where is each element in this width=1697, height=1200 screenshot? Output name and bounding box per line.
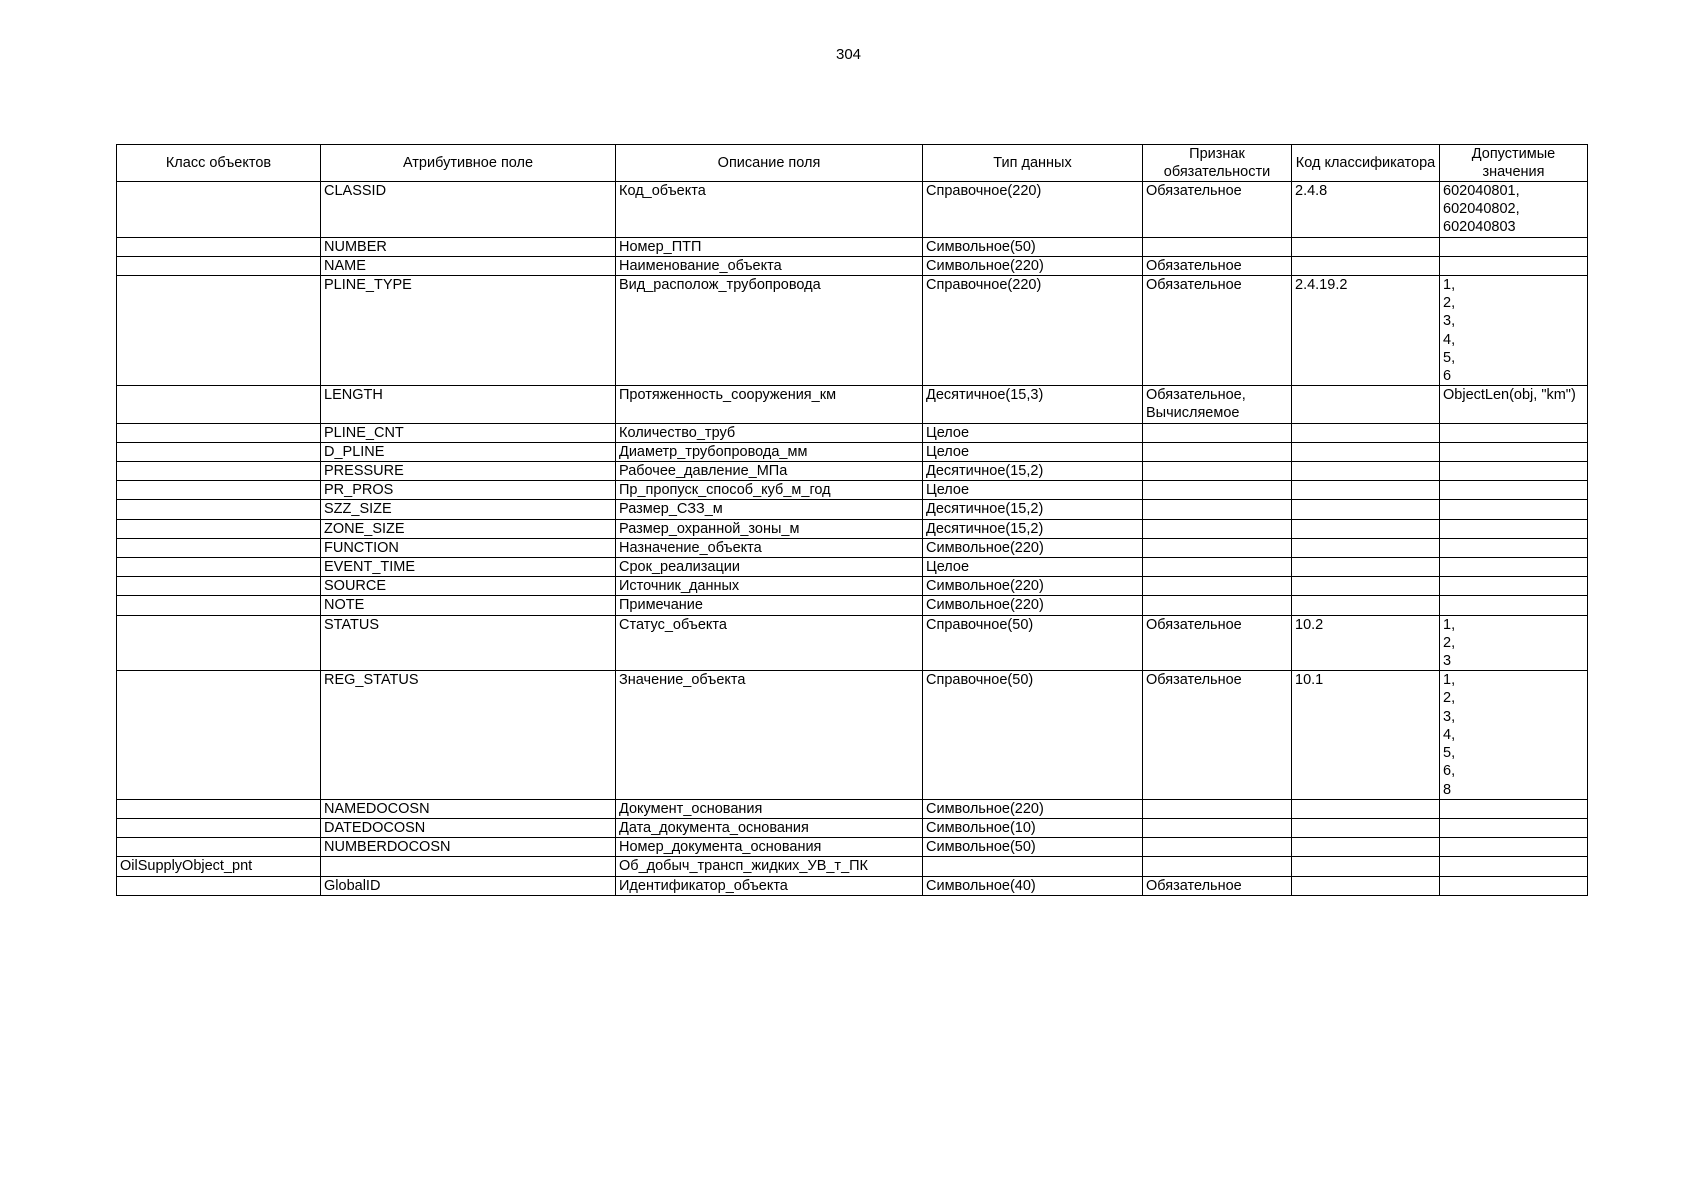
attribute-field-cell: STATUS [321,615,616,671]
field-description-cell: Пр_пропуск_способ_куб_м_год [616,481,923,500]
field-description-cell: Значение_объекта [616,671,923,799]
allowed-values-cell [1440,519,1588,538]
attribute-field-cell: GlobalID [321,876,616,895]
data-type-cell: Десятичное(15,2) [923,500,1143,519]
object-class-cell [117,558,321,577]
object-class-cell: OilSupplyObject_pnt [117,857,321,876]
mandatory-flag-cell [1143,558,1292,577]
data-type-cell: Десятичное(15,2) [923,462,1143,481]
allowed-values-cell [1440,577,1588,596]
allowed-values-cell [1440,237,1588,256]
attribute-field-cell: NUMBER [321,237,616,256]
attribute-field-cell: PRESSURE [321,462,616,481]
field-description-cell: Код_объекта [616,182,923,238]
field-description-cell: Идентификатор_объекта [616,876,923,895]
attribute-field-cell: SZZ_SIZE [321,500,616,519]
mandatory-flag-cell: Обязательное, Вычисляемое [1143,386,1292,423]
mandatory-flag-cell [1143,237,1292,256]
field-description-cell: Статус_объекта [616,615,923,671]
mandatory-flag-cell [1143,423,1292,442]
object-class-cell [117,577,321,596]
mandatory-flag-cell: Обязательное [1143,615,1292,671]
classifier-code-cell [1292,519,1440,538]
header-row [117,145,1588,182]
header-data-type: Тип данных [923,145,1143,182]
field-description-cell: Источник_данных [616,577,923,596]
table-row [117,671,1588,799]
allowed-values-cell: 1, 2, 3, 4, 5, 6, 8 [1440,671,1588,799]
classifier-code-cell [1292,423,1440,442]
classifier-code-cell [1292,577,1440,596]
classifier-code-cell [1292,442,1440,461]
table-row [117,596,1588,615]
attribute-field-cell: SOURCE [321,577,616,596]
table-row [117,386,1588,423]
classifier-code-cell: 10.2 [1292,615,1440,671]
object-class-cell [117,276,321,386]
attribute-field-cell: NAMEDOCOSN [321,799,616,818]
data-type-cell: Символьное(50) [923,838,1143,857]
classifier-code-cell [1292,538,1440,557]
mandatory-flag-cell [1143,799,1292,818]
attribute-table [116,144,1588,896]
table-row [117,538,1588,557]
classifier-code-cell [1292,876,1440,895]
header-mandatory-flag: Признак обязательности [1143,145,1292,182]
mandatory-flag-cell [1143,481,1292,500]
object-class-cell [117,876,321,895]
attribute-field-cell: PLINE_TYPE [321,276,616,386]
table-row [117,481,1588,500]
data-type-cell: Символьное(220) [923,577,1143,596]
field-description-cell: Наименование_объекта [616,256,923,275]
field-description-cell: Размер_охранной_зоны_м [616,519,923,538]
classifier-code-cell [1292,500,1440,519]
mandatory-flag-cell: Обязательное [1143,182,1292,238]
data-type-cell: Справочное(50) [923,615,1143,671]
attribute-field-cell: NUMBERDOCOSN [321,838,616,857]
field-description-cell: Документ_основания [616,799,923,818]
allowed-values-cell [1440,857,1588,876]
attribute-field-cell: REG_STATUS [321,671,616,799]
object-class-cell [117,538,321,557]
data-type-cell: Целое [923,558,1143,577]
classifier-code-cell [1292,462,1440,481]
table-row [117,276,1588,386]
table-row [117,876,1588,895]
object-class-cell [117,615,321,671]
table-row [117,237,1588,256]
allowed-values-cell [1440,818,1588,837]
mandatory-flag-cell: Обязательное [1143,276,1292,386]
table-row [117,857,1588,876]
classifier-code-cell: 2.4.19.2 [1292,276,1440,386]
header-object-class: Класс объектов [117,145,321,182]
table-row [117,423,1588,442]
classifier-code-cell: 2.4.8 [1292,182,1440,238]
attribute-field-cell: FUNCTION [321,538,616,557]
mandatory-flag-cell [1143,596,1292,615]
object-class-cell [117,481,321,500]
classifier-code-cell [1292,237,1440,256]
object-class-cell [117,596,321,615]
data-type-cell: Символьное(220) [923,256,1143,275]
table-row [117,182,1588,238]
object-class-cell [117,182,321,238]
data-type-cell: Целое [923,423,1143,442]
allowed-values-cell [1440,442,1588,461]
field-description-cell: Вид_располож_трубопровода [616,276,923,386]
table-row [117,577,1588,596]
table-row [117,462,1588,481]
mandatory-flag-cell [1143,538,1292,557]
field-description-cell: Срок_реализации [616,558,923,577]
classifier-code-cell [1292,596,1440,615]
attribute-field-cell: NOTE [321,596,616,615]
data-type-cell: Символьное(40) [923,876,1143,895]
data-type-cell: Символьное(220) [923,538,1143,557]
allowed-values-cell [1440,256,1588,275]
table-row [117,442,1588,461]
table-row [117,799,1588,818]
attribute-field-cell: CLASSID [321,182,616,238]
allowed-values-cell: ObjectLen(obj, "km") [1440,386,1588,423]
table-row [117,615,1588,671]
classifier-code-cell [1292,799,1440,818]
data-type-cell: Десятичное(15,2) [923,519,1143,538]
header-allowed-values: Допустимые значения [1440,145,1588,182]
field-description-cell: Количество_труб [616,423,923,442]
mandatory-flag-cell: Обязательное [1143,256,1292,275]
data-type-cell: Справочное(220) [923,182,1143,238]
data-type-cell: Символьное(50) [923,237,1143,256]
classifier-code-cell [1292,818,1440,837]
data-type-cell: Десятичное(15,3) [923,386,1143,423]
mandatory-flag-cell [1143,442,1292,461]
field-description-cell: Дата_документа_основания [616,818,923,837]
mandatory-flag-cell [1143,838,1292,857]
object-class-cell [117,462,321,481]
data-type-cell: Символьное(10) [923,818,1143,837]
field-description-cell: Протяженность_сооружения_км [616,386,923,423]
attribute-field-cell: NAME [321,256,616,275]
table-row [117,519,1588,538]
allowed-values-cell [1440,500,1588,519]
object-class-cell [117,838,321,857]
classifier-code-cell [1292,838,1440,857]
allowed-values-cell [1440,876,1588,895]
mandatory-flag-cell [1143,577,1292,596]
mandatory-flag-cell [1143,818,1292,837]
classifier-code-cell [1292,386,1440,423]
object-class-cell [117,500,321,519]
classifier-code-cell [1292,256,1440,275]
page-number: 304 [835,46,862,63]
table-row [117,818,1588,837]
object-class-cell [117,671,321,799]
table-row [117,838,1588,857]
attribute-field-cell: D_PLINE [321,442,616,461]
data-type-cell [923,857,1143,876]
field-description-cell: Диаметр_трубопровода_мм [616,442,923,461]
attribute-field-cell: EVENT_TIME [321,558,616,577]
allowed-values-cell: 1, 2, 3 [1440,615,1588,671]
allowed-values-cell [1440,838,1588,857]
header-field-description: Описание поля [616,145,923,182]
object-class-cell [117,256,321,275]
attribute-field-cell: LENGTH [321,386,616,423]
allowed-values-cell [1440,538,1588,557]
field-description-cell: Номер_ПТП [616,237,923,256]
allowed-values-cell: 602040801, 602040802, 602040803 [1440,182,1588,238]
header-attribute-field: Атрибутивное поле [321,145,616,182]
header-classifier-code: Код классификатора [1292,145,1440,182]
attribute-field-cell: PR_PROS [321,481,616,500]
mandatory-flag-cell [1143,500,1292,519]
allowed-values-cell [1440,423,1588,442]
mandatory-flag-cell [1143,857,1292,876]
object-class-cell [117,519,321,538]
field-description-cell: Номер_документа_основания [616,838,923,857]
table-row [117,256,1588,275]
allowed-values-cell [1440,481,1588,500]
classifier-code-cell: 10.1 [1292,671,1440,799]
field-description-cell: Об_добыч_трансп_жидких_УВ_т_ПК [616,857,923,876]
data-type-cell: Целое [923,481,1143,500]
object-class-cell [117,386,321,423]
allowed-values-cell [1440,462,1588,481]
object-class-cell [117,237,321,256]
table-row [117,500,1588,519]
attribute-field-cell: ZONE_SIZE [321,519,616,538]
allowed-values-cell [1440,799,1588,818]
data-type-cell: Справочное(50) [923,671,1143,799]
classifier-code-cell [1292,558,1440,577]
table-row [117,558,1588,577]
data-type-cell: Символьное(220) [923,799,1143,818]
allowed-values-cell [1440,558,1588,577]
mandatory-flag-cell [1143,519,1292,538]
mandatory-flag-cell [1143,462,1292,481]
data-type-cell: Целое [923,442,1143,461]
attribute-field-cell [321,857,616,876]
field-description-cell: Рабочее_давление_МПа [616,462,923,481]
classifier-code-cell [1292,481,1440,500]
mandatory-flag-cell: Обязательное [1143,671,1292,799]
table-body [117,182,1588,896]
attribute-field-cell: DATEDOCOSN [321,818,616,837]
attribute-field-cell: PLINE_CNT [321,423,616,442]
field-description-cell: Примечание [616,596,923,615]
object-class-cell [117,818,321,837]
allowed-values-cell [1440,596,1588,615]
classifier-code-cell [1292,857,1440,876]
object-class-cell [117,442,321,461]
mandatory-flag-cell: Обязательное [1143,876,1292,895]
field-description-cell: Назначение_объекта [616,538,923,557]
data-type-cell: Символьное(220) [923,596,1143,615]
object-class-cell [117,799,321,818]
data-type-cell: Справочное(220) [923,276,1143,386]
allowed-values-cell: 1, 2, 3, 4, 5, 6 [1440,276,1588,386]
field-description-cell: Размер_СЗЗ_м [616,500,923,519]
object-class-cell [117,423,321,442]
